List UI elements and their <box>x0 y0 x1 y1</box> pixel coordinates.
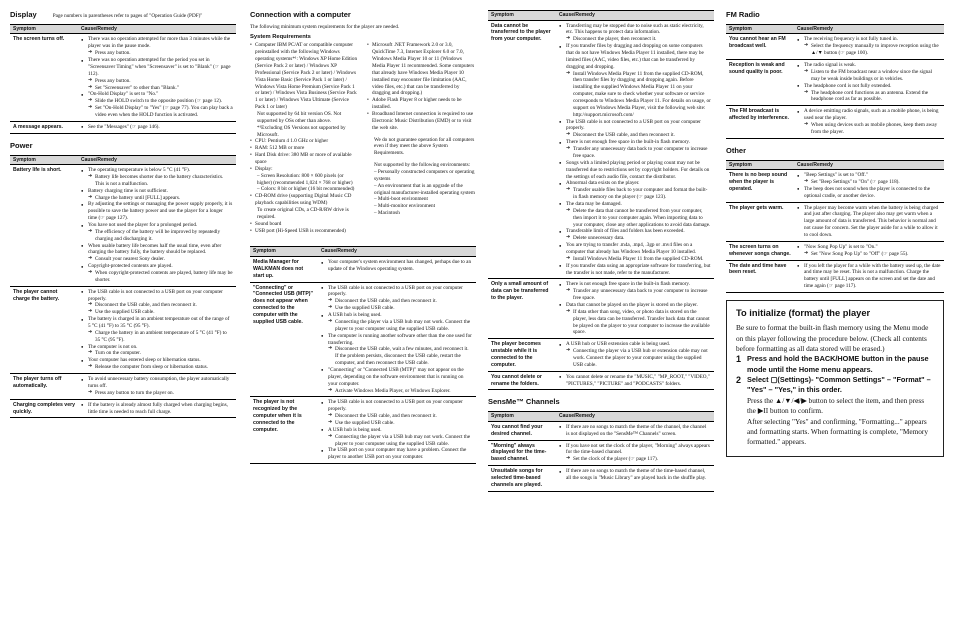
requirement-item: • Computer IBM PC/AT or compatible computer preinstalled with the following Windows operating systems*¹: Windows XP Home Edition (Service Pack 2 or later) / Windows XP Professional (Service Pack 2 or later) / Windows Vista Home Basic (Service Pack 1 or later) / Windows Vista Home Premium (Service Pack 1 or later) / Windows Vista Business (Service Pack 1 or later) / Windows Vista Ultimate (Service Pack 1 or later) <box>250 42 359 111</box>
table-row <box>726 241 944 260</box>
table-row <box>726 260 944 292</box>
table-row <box>488 339 714 371</box>
symptom-cell: The player gets warm. <box>726 202 794 241</box>
display-heading <box>10 10 236 20</box>
symptom-cell: You cannot delete or rename the folders. <box>488 371 556 390</box>
remedy-item: ➜ Disconnect the USB cable, and then reconnect it. <box>321 298 473 305</box>
requirement-subitem: – Screen Resolution: 800 × 600 pixels (or higher) (recommended 1,024 × 768 or higher) <box>257 172 353 186</box>
remedy-item: ➜ Disconnect the USB cable, and then reconnect it. <box>81 302 233 309</box>
requirement-subitem: – Macintosh <box>374 210 400 217</box>
remedy-item: ➜ Connecting the player via a USB hub or extension cable may not work. Connect the player to your computer using the supplied USB cable. <box>559 348 711 369</box>
table-row <box>726 106 944 138</box>
cause-header: Cause/Remedy <box>794 160 944 170</box>
cause-header: Cause/Remedy <box>78 155 236 165</box>
remedy-cell <box>318 282 476 397</box>
table-row <box>10 399 236 418</box>
other-table <box>726 160 944 293</box>
remedy-item: ➜ Use the supplied USB cable. <box>321 305 473 312</box>
cause-header: Cause/Remedy <box>78 24 236 34</box>
remedy-cell <box>78 286 236 373</box>
remedy-item: ➜ Transfer any unnecessary data back to your computer to increase free space. <box>559 288 711 302</box>
requirement-note: To create original CDs, a CD-R/RW drive is required. <box>257 207 349 220</box>
remedy-item: ➜ Charge the battery until [FULL] appears. <box>81 195 233 202</box>
remedy-item: ➜ Use the supplied USB cable. <box>81 309 233 316</box>
transfer-table <box>488 10 714 390</box>
table-row <box>488 279 714 339</box>
requirement-subitem: – Colors: 8 bit or higher (16 bit recommended) <box>257 186 355 193</box>
cause-item: ● Data that cannot be played on the player is stored on the player. <box>559 302 711 309</box>
cause-item: ● Transferring may be stopped due to noise such as static electricity, etc. This happens to protect data information. <box>559 23 711 37</box>
remedy-cell <box>556 466 714 492</box>
requirements-right <box>367 42 476 234</box>
remedy-item: ➜ Release the computer from sleep or hibernation status. <box>81 364 233 371</box>
cause-item: ● "Beep Settings" is set to "Off." <box>797 172 941 179</box>
cause-item: ● When usable battery life becomes half the usual time, even after charging the battery fully, the battery should be replaced. <box>81 243 233 257</box>
display-title: Display <box>10 10 37 19</box>
remedy-item: ➜ Disconnect the player, then reconnect it. <box>559 36 711 43</box>
symptom-cell: "Morning" always displayed for the time-based channel. <box>488 440 556 466</box>
cause-item: ● Transferable limit of files and folders has been exceeded. <box>559 228 711 235</box>
table-row <box>488 440 714 466</box>
cause-item: ● Your computer's system environment has changed, perhaps due to an update of the Windows operating system. <box>321 259 473 273</box>
cause-item: ● The USB cable is not connected to a USB port on your computer properly. <box>321 399 473 413</box>
connection-intro: The following minimum system requirements for the player are needed. <box>250 23 400 30</box>
remedy-item: ➜ The efficiency of the battery will be improved by repeatedly charging and discharging it. <box>81 229 233 243</box>
cause-header: Cause/Remedy <box>556 412 714 422</box>
remedy-cell <box>794 241 944 260</box>
table-row <box>10 286 236 373</box>
remedy-cell <box>78 34 236 121</box>
remedy-item: ➜ Turn on the computer. <box>81 350 233 357</box>
symptom-cell: Only a small amount of data can be transferred to the player. <box>488 279 556 339</box>
symptom-cell: The screen turns off. <box>10 34 78 121</box>
remedy-cell <box>318 257 476 283</box>
symptom-cell: The player is not recognized by the computer when it is connected to the computer. <box>250 397 318 464</box>
cause-item: ● If you transfer files by dragging and dropping on some computers that do not have Windows Media Player 11 installed, there may be limited files (AAC, video files, etc.) that can be transferred by dragging and dropping. <box>559 43 711 70</box>
requirement-subitem: – Multi-monitor environment <box>374 203 436 210</box>
cause-item: ● The headphone cord is not fully extended. <box>797 83 941 90</box>
table-row <box>488 421 714 440</box>
remedy-cell <box>794 202 944 241</box>
table-row <box>10 121 236 133</box>
system-requirements-title: System Requirements <box>250 33 311 40</box>
cause-item: ● The operating temperature is below 5 °C (41 °F). <box>81 167 233 174</box>
remedy-item: ➜ Disconnect the USB cable, wait a few minutes, and reconnect it. If the problem persists, disconnect the USB cable, restart the computer, and then reconnect the USB cable. <box>321 346 473 367</box>
remedy-item: ➜ Connecting the player via a USB hub may not work. Connect the player to your computer using the supplied USB cable. <box>321 434 473 448</box>
remedy-item: ➜ Consult your nearest Sony dealer. <box>81 256 233 263</box>
remedy-item: ➜ Set "On-Hold Display" to "Yes" (☞ page 77). You can play back a video even when the HOLD function is activated. <box>81 105 233 119</box>
symptom-cell: Media Manager for WALKMAN does not start up. <box>250 257 318 283</box>
remedy-cell <box>556 421 714 440</box>
cause-item: ● The player may become warm when the battery is being charged and just after charging. The player also may get warm when a large amount of data is transferred. This behavior is normal and not cause for concern. Set the player aside for a while to allow it to cool down. <box>797 205 941 239</box>
remedy-item: ➜ Install Windows Media Player 11 from the supplied CD-ROM, then transfer files by dragging and dropping again. Before installing the supplied Windows Media Player 11 on your computer, make sure to check whether your software or service corresponds to Windows Media Player 11. For details on usage, or support on Windows Media Player, visit the following web site: http://support.microsoft.com/ <box>559 71 711 119</box>
symptom-header: Symptom <box>488 412 556 422</box>
remedy-item: ➜ Delete unnecessary data. <box>559 235 711 242</box>
remedy-item: ➜ Disconnect the USB cable, and then reconnect it. <box>321 413 473 420</box>
cause-item: ● If you have not set the clock of the player, "Morning" always appears for the time-based channel. <box>559 443 711 457</box>
cause-item: ● A device emitting radio signals, such as a mobile phone, is being used near the player. <box>797 108 941 122</box>
remedy-cell <box>794 34 944 60</box>
initialize-intro: Be sure to format the built-in flash memory using the Menu mode on this player following the procedure below. (Check all contents before formatting as all data stored will be erased.) <box>736 323 929 354</box>
cause-item: ● There is not enough free space in the built-in flash memory. <box>559 281 711 288</box>
cause-header: Cause/Remedy <box>794 24 944 34</box>
remedy-item: ➜ Press any button to turn the player on. <box>81 390 233 397</box>
symptom-header: Symptom <box>488 11 556 21</box>
step-2-instructions: Press the ▲/▼/◀/▶ button to select the item, and then press the ▶II button to confirm. <box>747 395 925 416</box>
remedy-item: ➜ If data other than song, video, or photo data is stored on the player, less data can be transferred. Transfer back data that cannot be played on the player to your computer to increase the available space. <box>559 309 711 336</box>
symptom-cell: The FM broadcast is affected by interference. <box>726 106 794 138</box>
requirement-item: • USB port (Hi-Speed USB is recommended) <box>250 228 359 235</box>
requirement-item: • CPU: Pentium 4 1.0 GHz or higher <box>250 138 359 145</box>
initialize-title: To initialize (format) the player <box>736 308 871 319</box>
table-row <box>250 257 476 283</box>
cause-item: ● The radio signal is weak. <box>797 62 941 69</box>
remedy-cell <box>556 371 714 390</box>
symptom-cell: You cannot hear an FM broadcast well. <box>726 34 794 60</box>
fm-table <box>726 24 944 139</box>
cause-item: ● Your computer has entered sleep or hibernation status. <box>81 357 233 364</box>
fm-title: FM Radio <box>726 10 760 19</box>
other-title: Other <box>726 145 747 155</box>
requirements-left <box>250 42 359 234</box>
table-row <box>250 397 476 464</box>
remedy-cell <box>78 165 236 287</box>
symptom-cell: Battery life is short. <box>10 165 78 287</box>
symptom-cell: Data cannot be transferred to the player from your computer. <box>488 20 556 279</box>
table-row <box>10 374 236 400</box>
symptom-cell: The screen turns on whenever songs change. <box>726 241 794 260</box>
step-2-number: 2 <box>736 375 742 386</box>
remedy-cell <box>78 374 236 400</box>
symptom-cell: The player turns off automatically. <box>10 374 78 400</box>
symptom-header: Symptom <box>10 155 78 165</box>
other-heading <box>726 146 944 156</box>
requirement-item: • Sound board <box>250 221 359 228</box>
cause-item: ● "Connecting" or "Connected USB (MTP)" may not appear on the player, depending on the software environment that is running on your computer. <box>321 367 473 388</box>
cause-item: ● Songs with a limited playing period or playing count may not be transferred due to restrictions set by copyright holders. For details on the settings of each audio file, contact the distributor. <box>559 160 711 181</box>
remedy-cell <box>78 121 236 133</box>
table-row <box>250 282 476 397</box>
requirement-item: • Adobe Flash Player 8 or higher needs to be installed. <box>367 97 476 111</box>
requirement-item: • Hard Disk drive: 380 MB or more of available space <box>250 152 359 166</box>
step-1 <box>736 354 934 375</box>
requirement-item: • Display: <box>250 166 359 173</box>
remedy-item: ➜ Press any button. <box>81 78 233 85</box>
cause-item: ● There is not enough free space in the built-in flash memory. <box>559 139 711 146</box>
remedy-item: ➜ Transfer usable files back to your computer and format the built-in flash memory on the player (☞ page 123). <box>559 187 711 201</box>
remedy-item: ➜ Use the supplied USB cable. <box>321 420 473 427</box>
cause-item: ● Battery charging time is not sufficient. <box>81 188 233 195</box>
cause-item: ● The USB cable is not connected to a USB port on your computer properly. <box>321 285 473 299</box>
remedy-item: ➜ Install Windows Media Player 11 from the supplied CD-ROM. <box>559 256 711 263</box>
remedy-item: ➜ Connecting the player via a USB hub may not work. Connect the player to your computer using the supplied USB cable. <box>321 319 473 333</box>
remedy-item: ➜ Set "Now Song Pop Up" to "Off" (☞ page 55). <box>797 251 941 258</box>
table-row <box>488 20 714 279</box>
remedy-item: ➜ Transfer any unnecessary data back to your computer to increase free space. <box>559 146 711 160</box>
remedy-item: ➜ Delete the data that cannot be transferred from your computer, then import it to your computer again. When importing data to your computer, close any other applications to avoid data damage. <box>559 208 711 229</box>
table-row <box>488 466 714 492</box>
column-1 <box>10 10 236 425</box>
remedy-cell <box>556 339 714 371</box>
power-heading <box>10 141 236 151</box>
cause-item: ● The USB cable is not connected to a USB port on your computer properly. <box>559 119 711 133</box>
remedy-item: ➜ Select the frequency manually to improve reception using the ▲/▼ button (☞ page 100). <box>797 43 941 57</box>
cause-item: ● The computer is not on. <box>81 344 233 351</box>
fm-heading <box>726 10 944 20</box>
cause-item: ● There was no operation attempted for more than 3 minutes while the player was in the pause mode. <box>81 36 233 50</box>
remedy-item: ➜ Battery life becomes shorter due to the battery characteristics. This is not a malfunction. <box>81 174 233 188</box>
remedy-item: ➜ When using devices such as mobile phones, keep them away from the player. <box>797 122 941 136</box>
requirement-note: *¹Excluding OS Versions not supported by Microsoft. <box>257 124 346 138</box>
remedy-item: ➜ Press any button. <box>81 50 233 57</box>
symptom-header: Symptom <box>726 160 794 170</box>
table-row <box>726 60 944 106</box>
requirement-subitem: – Personally constructed computers or operating systems <box>374 169 475 182</box>
sensme-table <box>488 411 714 491</box>
remedy-cell <box>794 170 944 202</box>
remedy-item: ➜ The headphone cord functions as an antenna. Extend the headphone cord as far as possible. <box>797 90 941 104</box>
step-1-number: 1 <box>736 354 742 365</box>
table-row <box>10 165 236 287</box>
symptom-cell: Reception is weak and sound quality is poor. <box>726 60 794 106</box>
requirement-note: Not supported by the following environments: <box>374 162 471 169</box>
step-1-text: Press and hold the BACK/HOME button in the pause mode until the Home menu appears. <box>747 354 929 374</box>
step-2 <box>736 375 934 448</box>
sensme-heading <box>488 397 714 407</box>
table-row <box>726 170 944 202</box>
table-row <box>10 34 236 121</box>
cause-item: ● By adjusting the settings or managing the power supply properly, it is possible to save the battery power and use the player for a longer time (☞ page 127). <box>81 201 233 222</box>
cause-item: ● See the "Messages" (☞ page 146). <box>81 124 233 131</box>
sensme-title: SensMe™ Channels <box>488 397 560 407</box>
symptom-header: Symptom <box>10 24 78 34</box>
power-table <box>10 155 236 419</box>
symptom-cell: A message appears. <box>10 121 78 133</box>
cause-item: ● You are trying to transfer .m4a, .mp4, .3gp or .mv4 files on a computer that already has Windows Media Player 10 installed. <box>559 242 711 256</box>
cause-item: ● A USB hub is being used. <box>321 427 473 434</box>
cause-item: ● If there are no songs to match the theme of the time-based channel, all the songs in "Music Library" are played back in the shuffle play. <box>559 468 711 482</box>
remedy-cell <box>78 399 236 418</box>
cause-item: ● If the battery is already almost fully charged when charging begins, little time is needed to reach full charge. <box>81 402 233 416</box>
cause-item: ● If there are no songs to match the theme of the channel, the channel is not displayed on the "SensMe™ Channels" screen. <box>559 424 711 438</box>
table-row <box>488 371 714 390</box>
symptom-cell: The date and time have been reset. <box>726 260 794 292</box>
symptom-header: Symptom <box>250 247 318 257</box>
step-2-text: Select ▢(Settings)- "Common Settings" – "Format" – "Yes" – "Yes," in this order. <box>747 375 931 395</box>
cause-item: ● To avoid unnecessary battery consumption, the player automatically turns off. <box>81 376 233 390</box>
remedy-item: ➜ Set the clock of the player (☞ page 117). <box>559 456 711 463</box>
cause-item: ● The computer is running another software other than the one used for transferring. <box>321 333 473 347</box>
symptom-cell: There is no beep sound when the player is operated. <box>726 170 794 202</box>
remedy-item: ➜ Set "Screensaver" to other than "Blank." <box>81 85 233 92</box>
cause-item: ● You have not used the player for a prolonged period. <box>81 222 233 229</box>
requirement-subitem: – An environment that is an upgrade of the original manufacturer-installed operating system <box>374 182 475 196</box>
cause-item: ● If you left the player for a while with the battery used up, the date and time may be reset. This is not a malfunction. Charge the battery until [FULL] appears on the screen and set the date and time again (☞ page 117). <box>797 263 941 290</box>
requirement-note: We do not guarantee operation for all computers even if they meet the above System Requirements. <box>374 136 475 157</box>
remedy-item: ➜ Set "Beep Settings" to "On" (☞ page 118). <box>797 179 941 186</box>
requirement-note: Not supported by 64 bit version OS. Not supported by OSs other than above. <box>257 110 342 124</box>
cause-item: ● You cannot delete or rename the "MUSIC," "MP_ROOT," "VIDEO," "PICTURES," "PICTURE" and "PODCASTS" folders. <box>559 374 711 388</box>
remedy-cell <box>318 397 476 464</box>
remedy-item: ➜ Slide the HOLD switch to the opposite position (☞ page 12). <box>81 98 233 105</box>
remedy-cell <box>794 60 944 106</box>
remedy-item: ➜ When copyright-protected contents are played, battery life may be shorter. <box>81 270 233 284</box>
cause-item: ● A USB hub or USB extension cable is being used. <box>559 341 711 348</box>
cause-item: ● Abnormal data exists on the player. <box>559 180 711 187</box>
cause-item: ● "Now Song Pop Up" is set to "On." <box>797 244 941 251</box>
connection-title: Connection with a computer <box>250 10 351 19</box>
remedy-item: ➜ Listen to the FM broadcast near a window since the signal may be weak inside buildings or in vehicles. <box>797 69 941 83</box>
remedy-item: ➜ Disconnect the USB cable, and then reconnect it. <box>559 132 711 139</box>
remedy-cell <box>556 20 714 279</box>
connection-heading <box>250 10 476 20</box>
remedy-cell <box>794 260 944 292</box>
cause-item: ● The data may be damaged. <box>559 201 711 208</box>
requirement-subitem: – Multi-boot environment <box>374 196 428 203</box>
symptom-header: Symptom <box>726 24 794 34</box>
cause-item: ● The USB cable is not connected to a USB port on your computer properly. <box>81 289 233 303</box>
step-2-result: After selecting "Yes" and confirming, "Formatting..." appears and formatting starts. When formatting is complete, "Memory formatted." appears. <box>747 416 928 447</box>
cause-item: ● The USB port on your computer may have a problem. Connect the player to another USB port on your computer. <box>321 447 473 461</box>
remedy-cell <box>556 279 714 339</box>
connection-table <box>250 246 476 464</box>
symptom-cell: The player cannot charge the battery. <box>10 286 78 373</box>
display-table <box>10 24 236 134</box>
cause-item: ● If you transfer data using an appropriate software for transferring, but the transfer is not made, refer to the manufacturer. <box>559 263 711 277</box>
system-requirements <box>250 42 476 234</box>
requirement-item: • RAM: 512 MB or more <box>250 145 359 152</box>
cause-item: ● The beep does not sound when the player is connected to the optional cradle, or another device. <box>797 186 941 200</box>
requirement-item: • CD-ROM drive (supporting Digital Music CD playback capabilities using WDM) <box>250 193 359 207</box>
page-reference-note: Page numbers in parentheses refer to pages of "Operation Guide (PDF)" <box>52 13 203 19</box>
cause-header: Cause/Remedy <box>556 11 714 21</box>
requirement-item: • Broadband Internet connection is required to use Electronic Music Distribution (EMD) or to visit the web site. <box>367 111 476 132</box>
symptom-cell: The player becomes unstable while it is connected to the computer. <box>488 339 556 371</box>
cause-item: ● The receiving frequency is not fully tuned in. <box>797 36 941 43</box>
remedy-item: ➜ Charge the battery in an ambient temperature of 5 °C (41 °F) to 35 °C (95 °F). <box>81 330 233 344</box>
initialize-box <box>726 300 944 457</box>
column-4 <box>726 10 944 457</box>
cause-item: ● Copyright-protected contents are played. <box>81 263 233 270</box>
remedy-item: ➜ Activate Windows Media Player, or Windows Explorer. <box>321 388 473 395</box>
cause-item: ● There was no operation attempted for the period you set in "Screensaver Timing" when "Screensaver" is set to "Blank" (☞ page 112). <box>81 57 233 78</box>
remedy-cell <box>556 440 714 466</box>
symptom-cell: You cannot find your desired channel. <box>488 421 556 440</box>
symptom-cell: Charging completes very quickly. <box>10 399 78 418</box>
symptom-cell: "Connecting" or "Connected USB (MTP)" does not appear when connected to the computer with the supplied USB cable. <box>250 282 318 397</box>
cause-item: ● The battery is charged in an ambient temperature out of the range of 5 °C (41 °F) to 35 °C (95 °F). <box>81 316 233 330</box>
table-row <box>726 202 944 241</box>
symptom-cell: Unsuitable songs for selected time-based channels are played. <box>488 466 556 492</box>
table-row <box>726 34 944 60</box>
remedy-cell <box>794 106 944 138</box>
cause-item: ● "On-Hold Display" is set to "No." <box>81 91 233 98</box>
column-2 <box>250 10 476 471</box>
cause-item: ● A USB hub is being used. <box>321 312 473 319</box>
column-3 <box>488 10 714 499</box>
power-title: Power <box>10 140 33 150</box>
cause-header: Cause/Remedy <box>318 247 476 257</box>
requirement-item: • Microsoft .NET Framework 2.0 or 3.0, QuickTime 7.3, Internet Explorer 6.0 or 7.0, Windows Media Player 10 or 11 (Windows Media Player 11 recommended. Some computers that already have Windows Media Player 10 installed may encounter file limitation (AAC, video files, etc.) that can be transferred by dragging and dropping.) <box>367 42 476 97</box>
